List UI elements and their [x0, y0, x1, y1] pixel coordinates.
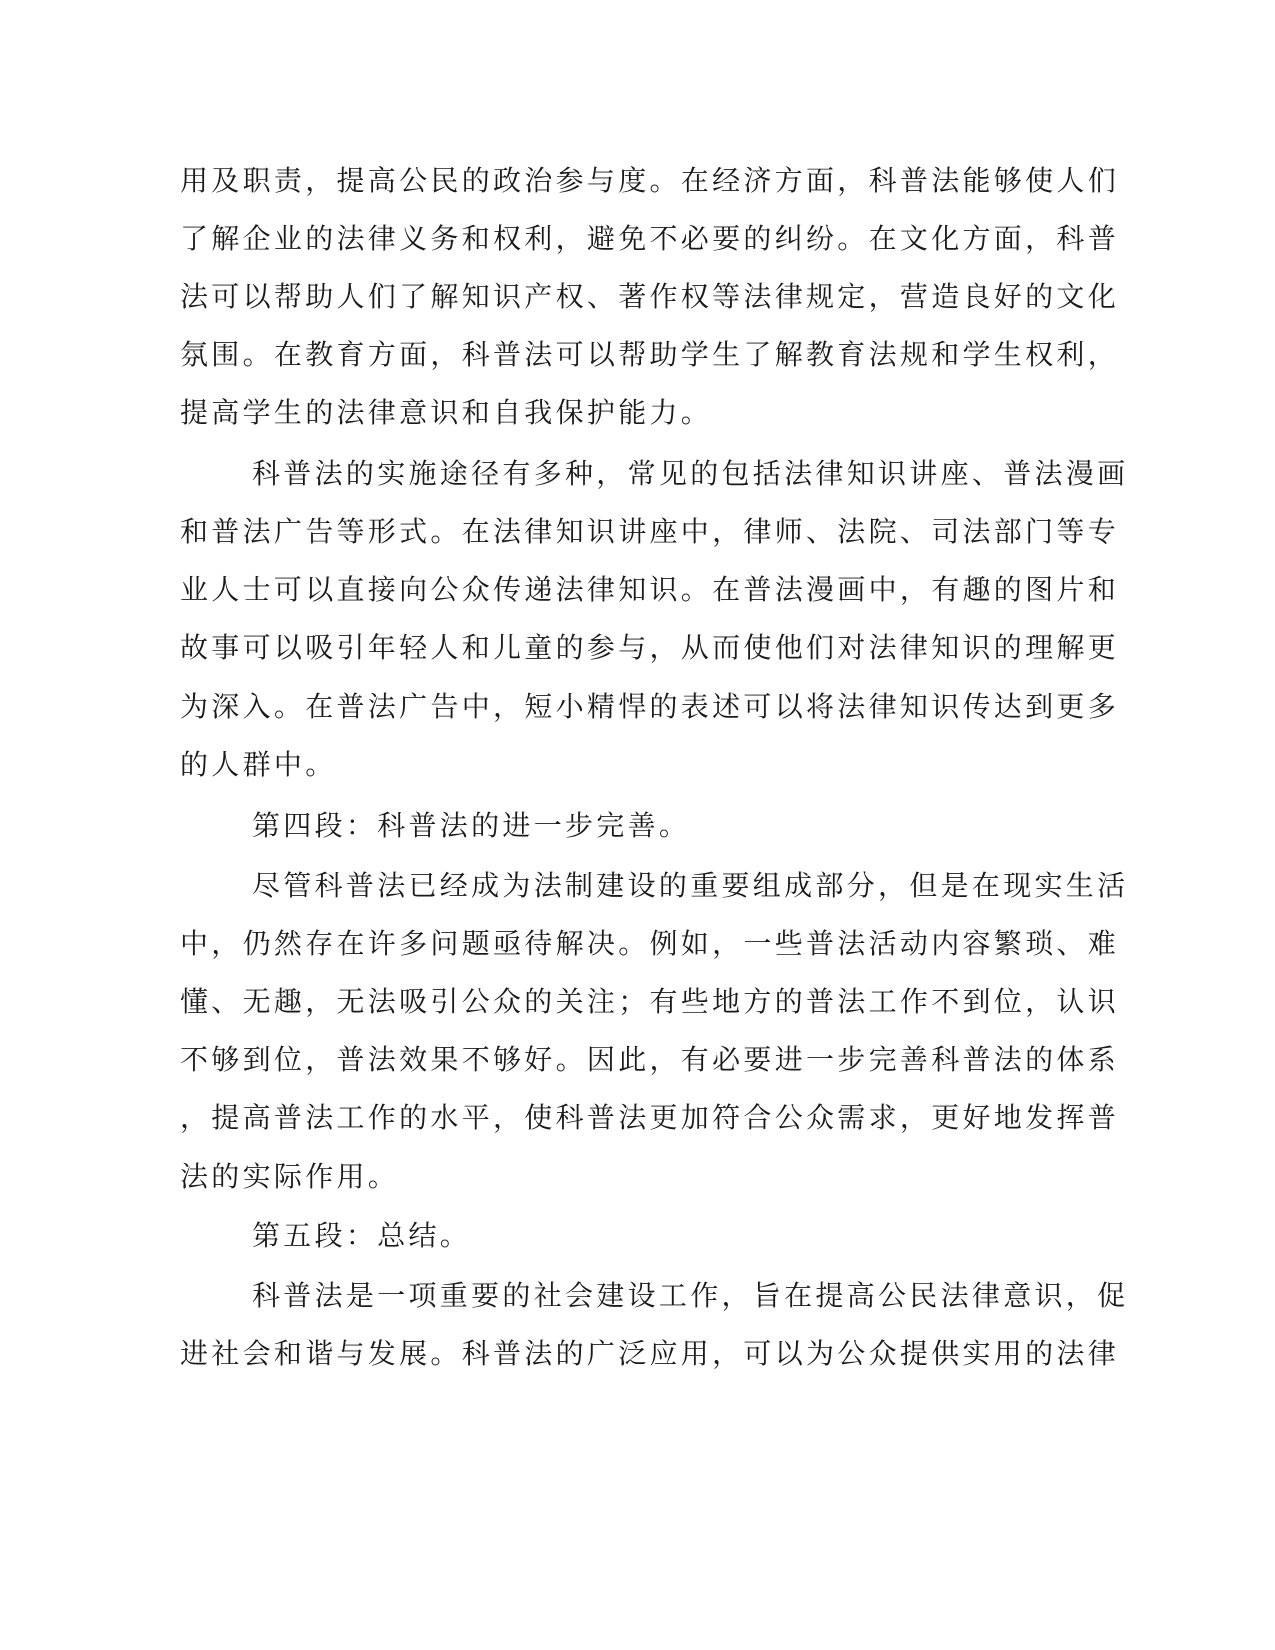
paragraph-line: 不够到位，普法效果不够好。因此，有必要进一步完善科普法的体系: [180, 1043, 1120, 1076]
paragraph-line: 业人士可以直接向公众传递法律知识。在普法漫画中，有趣的图片和: [180, 573, 1120, 606]
paragraph-line: 进社会和谐与发展。科普法的广泛应用，可以为公众提供实用的法律: [180, 1337, 1120, 1370]
paragraph-line: 懂、无趣，无法吸引公众的关注；有些地方的普法工作不到位，认识: [180, 985, 1120, 1018]
paragraph-line: 氛围。在教育方面，科普法可以帮助学生了解教育法规和学生权利，: [180, 338, 1120, 371]
paragraph-line: 故事可以吸引年轻人和儿童的参与，从而使他们对法律知识的理解更: [180, 631, 1120, 664]
section-heading: 第四段：科普法的进一步完善。: [252, 809, 691, 842]
paragraph-line: 用及职责，提高公民的政治参与度。在经济方面，科普法能够使人们: [180, 164, 1120, 197]
paragraph-line: 提高学生的法律意识和自我保护能力。: [180, 396, 713, 429]
paragraph-line: 的人群中。: [180, 748, 337, 781]
paragraph-line: 科普法是一项重要的社会建设工作，旨在提高公民法律意识，促: [252, 1279, 1129, 1312]
paragraph-line: 法可以帮助人们了解知识产权、著作权等法律规定，营造良好的文化: [180, 280, 1120, 313]
paragraph-line: 尽管科普法已经成为法制建设的重要组成部分，但是在现实生活: [252, 869, 1129, 902]
section-heading: 第五段：总结。: [252, 1219, 472, 1252]
paragraph-line: 和普法广告等形式。在法律知识讲座中，律师、法院、司法部门等专: [180, 515, 1120, 548]
paragraph-line: 了解企业的法律义务和权利，避免不必要的纠纷。在文化方面，科普: [180, 222, 1120, 255]
paragraph-line: ，提高普法工作的水平，使科普法更加符合公众需求，更好地发挥普: [180, 1101, 1120, 1134]
paragraph-line: 为深入。在普法广告中，短小精悍的表述可以将法律知识传达到更多: [180, 690, 1120, 723]
paragraph-line: 中，仍然存在许多问题亟待解决。例如，一些普法活动内容繁琐、难: [180, 927, 1120, 960]
paragraph-line: 法的实际作用。: [180, 1160, 400, 1193]
paragraph-line: 科普法的实施途径有多种，常见的包括法律知识讲座、普法漫画: [252, 457, 1129, 490]
